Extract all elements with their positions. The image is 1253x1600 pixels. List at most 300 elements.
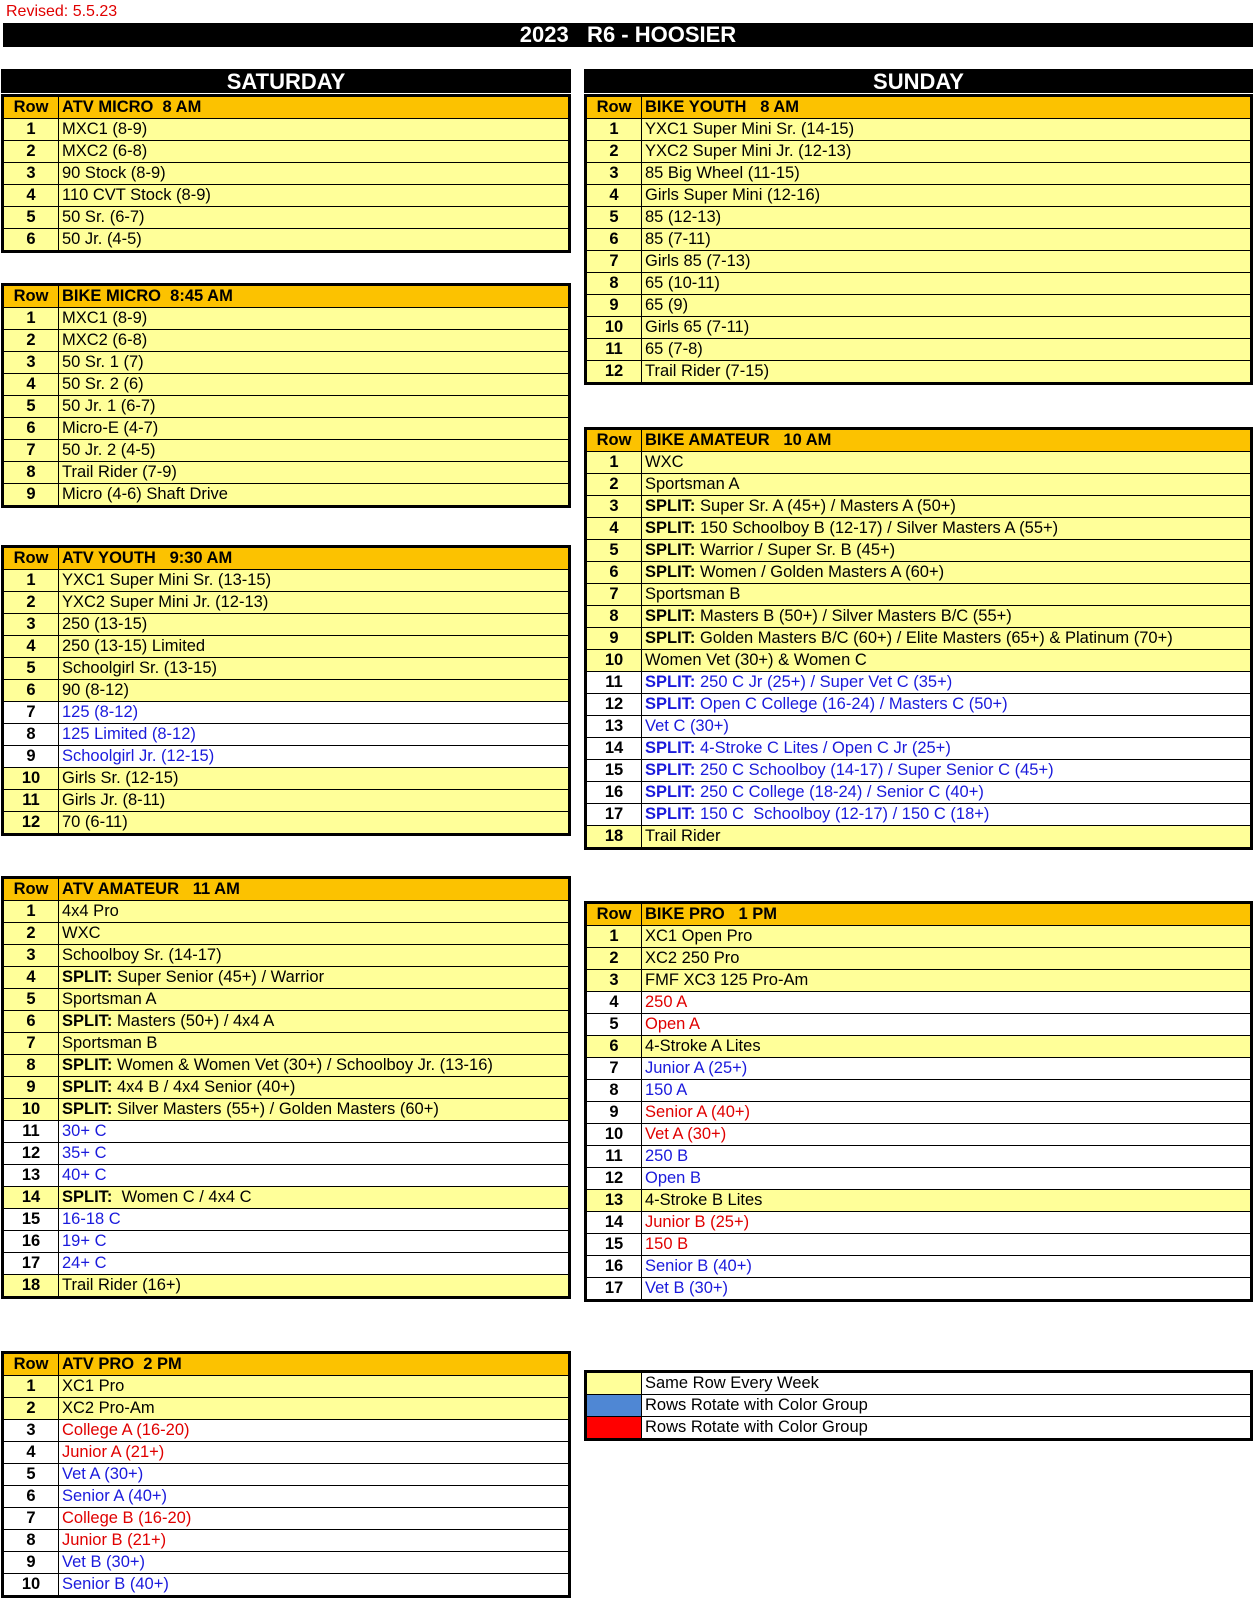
schedule-row [3,163,570,185]
schedule-row [586,207,1252,229]
schedule-row [586,119,1252,141]
schedule-row [586,452,1252,474]
split-label: SPLIT: [645,497,696,515]
class-name [642,1212,1252,1234]
schedule-row [3,119,570,141]
class-name [642,1102,1252,1124]
row-number: 13 [3,1165,59,1187]
saturday-section-4 [1,876,571,1299]
class-text: Junior B (25+) [645,1213,750,1231]
row-number: 12 [586,694,642,716]
class-name [59,1486,570,1508]
row-number: 8 [586,606,642,628]
class-text: College B (16-20) [62,1509,192,1527]
sunday-heading: SUNDAY [584,69,1253,93]
schedule-row [586,716,1252,738]
class-name [59,680,570,702]
class-text: 70 (6-11) [62,813,128,831]
class-name [642,970,1252,992]
split-label: SPLIT: [645,541,696,559]
class-name [642,804,1252,826]
row-number: 10 [3,768,59,790]
schedule-row [586,1014,1252,1036]
row-number: 1 [3,308,59,330]
row-column-header: Row [3,96,59,119]
class-name [59,396,570,418]
class-name [642,339,1252,361]
class-text: 150 Schoolboy B (12-17) / Silver Masters A (55+) [695,519,1059,537]
legend-row [586,1417,1252,1440]
legend-swatch [586,1417,642,1440]
class-text: 16-18 C [62,1210,121,1228]
schedule-row [3,1552,570,1574]
class-name [642,1234,1252,1256]
schedule-row [586,1212,1252,1234]
schedule-row [586,738,1252,760]
schedule-row [3,440,570,462]
class-name [59,592,570,614]
class-name [59,330,570,352]
split-label: SPLIT: [645,563,696,581]
class-text: YXC1 Super Mini Sr. (14-15) [645,120,855,138]
class-text: 24+ C [62,1254,107,1272]
class-name [642,1080,1252,1102]
row-number: 6 [3,680,59,702]
row-number: 5 [3,207,59,229]
class-text: 65 (10-11) [645,274,720,292]
row-number: 6 [3,229,59,252]
class-text: Silver Masters (55+) / Golden Masters (60+) [112,1100,439,1118]
class-text: 150 A [645,1081,688,1099]
class-text: Schoolgirl Jr. (12-15) [62,747,215,765]
split-label: SPLIT: [645,805,696,823]
schedule-row [3,1420,570,1442]
class-name [642,1146,1252,1168]
class-text: YXC2 Super Mini Jr. (12-13) [62,593,269,611]
class-name [642,1256,1252,1278]
schedule-row [586,1256,1252,1278]
class-name [59,989,570,1011]
row-column-header: Row [586,96,642,119]
class-name [642,317,1252,339]
schedule-row [3,1055,570,1077]
class-text: Girls 85 (7-13) [645,252,751,270]
class-name [59,374,570,396]
row-number: 2 [3,1398,59,1420]
schedule-row [3,1442,570,1464]
schedule-row [3,1033,570,1055]
schedule-row [3,484,570,507]
row-number: 5 [586,207,642,229]
class-text: WXC [62,924,101,942]
row-number: 9 [3,1552,59,1574]
class-name [59,1275,570,1298]
class-name [59,141,570,163]
class-name [59,1464,570,1486]
class-name [642,452,1252,474]
row-number: 9 [3,484,59,507]
schedule-row [3,1077,570,1099]
class-name [642,826,1252,849]
class-text: 110 CVT Stock (8-9) [62,186,211,204]
class-name [59,440,570,462]
section-header-row [3,285,570,308]
class-name [59,1376,570,1398]
split-label: SPLIT: [645,695,696,713]
class-text: 250 A [645,993,688,1011]
row-number: 6 [586,562,642,584]
row-number: 8 [3,462,59,484]
schedule-row [586,1234,1252,1256]
schedule-row [3,1530,570,1552]
class-text: 4-Stroke C Lites / Open C Jr (25+) [695,739,951,757]
class-name [642,782,1252,804]
schedule-row [3,923,570,945]
schedule-row [3,1121,570,1143]
section-header-row [3,878,570,901]
row-number: 12 [586,1168,642,1190]
schedule-row [586,229,1252,251]
split-label: SPLIT: [645,739,696,757]
class-text: 85 (12-13) [645,208,722,226]
schedule-row [586,606,1252,628]
class-name [642,1168,1252,1190]
section-header-row [586,96,1252,119]
class-name [642,1014,1252,1036]
class-text: 250 (13-15) Limited [62,637,206,655]
row-number: 1 [586,926,642,948]
class-name [59,1209,570,1231]
row-number: 11 [3,1121,59,1143]
class-name [59,945,570,967]
schedule-row [3,229,570,252]
row-number: 4 [3,636,59,658]
schedule-row [586,1080,1252,1102]
schedule-row [586,1146,1252,1168]
section-title: ATV MICRO 8 AM [59,96,570,119]
class-text: MXC2 (6-8) [62,331,148,349]
class-text: Women & Women Vet (30+) / Schoolboy Jr. (13-16) [112,1056,493,1074]
row-number: 4 [586,185,642,207]
row-number: 15 [586,760,642,782]
saturday-section-1 [1,94,571,253]
schedule-row [586,650,1252,672]
class-name [642,992,1252,1014]
row-number: 9 [586,628,642,650]
row-number: 5 [586,540,642,562]
row-number: 8 [3,1055,59,1077]
split-label: SPLIT: [645,761,696,779]
schedule-row [3,374,570,396]
schedule-row [3,967,570,989]
class-name [59,1055,570,1077]
row-column-header: Row [3,878,59,901]
class-name [642,273,1252,295]
class-name [642,738,1252,760]
row-column-header: Row [586,429,642,452]
row-number: 16 [586,1256,642,1278]
class-name [59,462,570,484]
row-number: 10 [586,1124,642,1146]
section-header-row [3,547,570,570]
schedule-row [586,760,1252,782]
schedule-row [586,317,1252,339]
schedule-row [3,901,570,923]
class-text: 40+ C [62,1166,107,1184]
class-text: Women / Golden Masters A (60+) [695,563,945,581]
class-name [59,724,570,746]
class-text: Super Senior (45+) / Warrior [112,968,325,986]
saturday-section-5 [1,1351,571,1598]
class-text: MXC1 (8-9) [62,120,148,138]
class-name [59,1253,570,1275]
row-column-header: Row [3,285,59,308]
class-text: Open C College (16-24) / Masters C (50+) [695,695,1008,713]
row-number: 3 [586,163,642,185]
schedule-row [586,295,1252,317]
section-header-row [3,1353,570,1376]
schedule-row [3,1275,570,1298]
class-text: 30+ C [62,1122,107,1140]
row-number: 4 [3,967,59,989]
class-text: Trail Rider (7-15) [645,362,770,380]
schedule-row [586,782,1252,804]
class-name [642,229,1252,251]
schedule-row [586,1124,1252,1146]
class-text: Open A [645,1015,701,1033]
schedule-row [586,562,1252,584]
class-name [59,484,570,507]
legend-text: Rows Rotate with Color Group [642,1417,1252,1440]
split-label: SPLIT: [645,783,696,801]
class-name [59,1574,570,1597]
class-text: Trail Rider (16+) [62,1276,182,1294]
class-name [642,251,1252,273]
class-text: 150 C Schoolboy (12-17) / 150 C (18+) [695,805,990,823]
schedule-row [3,636,570,658]
schedule-row [3,989,570,1011]
row-number: 9 [586,1102,642,1124]
class-text: 4x4 Pro [62,902,119,920]
row-number: 11 [586,1146,642,1168]
class-text: Vet A (30+) [62,1465,144,1483]
class-text: 50 Jr. 2 (4-5) [62,441,156,459]
class-text: 65 (9) [645,296,689,314]
class-name [642,540,1252,562]
class-name [642,518,1252,540]
class-name [59,614,570,636]
schedule-row [586,628,1252,650]
schedule-row [586,251,1252,273]
split-label: SPLIT: [62,1012,113,1030]
row-number: 8 [586,273,642,295]
schedule-row [3,141,570,163]
row-number: 2 [3,923,59,945]
class-text: Vet B (30+) [645,1279,729,1297]
schedule-row [3,1209,570,1231]
class-text: Super Sr. A (45+) / Masters A (50+) [695,497,956,515]
class-name [642,361,1252,384]
row-number: 17 [586,804,642,826]
section-title: BIKE MICRO 8:45 AM [59,285,570,308]
schedule-row [3,308,570,330]
schedule-row [3,207,570,229]
class-name [642,650,1252,672]
class-text: Vet A (30+) [645,1125,727,1143]
row-number: 1 [3,901,59,923]
schedule-row [3,462,570,484]
row-number: 4 [3,185,59,207]
class-text: 4x4 B / 4x4 Senior (40+) [112,1078,296,1096]
class-text: Sportsman B [645,585,741,603]
row-number: 1 [3,1376,59,1398]
row-number: 11 [586,339,642,361]
row-number: 7 [586,584,642,606]
row-column-header: Row [3,1353,59,1376]
row-number: 1 [586,119,642,141]
class-text: MXC1 (8-9) [62,309,148,327]
section-title: BIKE AMATEUR 10 AM [642,429,1252,452]
row-number: 3 [3,352,59,374]
class-name [59,901,570,923]
row-number: 5 [3,658,59,680]
row-number: 1 [586,452,642,474]
row-number: 3 [586,970,642,992]
row-number: 1 [3,119,59,141]
class-name [59,1121,570,1143]
split-label: SPLIT: [62,968,113,986]
sunday-section-3 [584,901,1253,1302]
row-number: 5 [3,989,59,1011]
legend-swatch [586,1372,642,1395]
class-name [59,1187,570,1209]
schedule-row [586,273,1252,295]
class-text: 250 B [645,1147,689,1165]
row-number: 17 [586,1278,642,1301]
schedule-row [3,1376,570,1398]
row-number: 9 [3,1077,59,1099]
schedule-row [586,1278,1252,1301]
schedule-row [3,680,570,702]
row-number: 7 [586,251,642,273]
class-text: Trail Rider (7-9) [62,463,177,481]
class-name [59,1231,570,1253]
class-name [642,716,1252,738]
row-number: 3 [3,614,59,636]
row-number: 7 [3,440,59,462]
schedule-row [586,141,1252,163]
class-name [642,1124,1252,1146]
class-name [642,207,1252,229]
section-title: ATV PRO 2 PM [59,1353,570,1376]
class-name [59,1508,570,1530]
class-text: 90 (8-12) [62,681,129,699]
class-text: 125 Limited (8-12) [62,725,196,743]
schedule-row [3,812,570,835]
split-label: SPLIT: [645,673,696,691]
split-label: SPLIT: [645,519,696,537]
schedule-row [3,945,570,967]
class-name [642,584,1252,606]
schedule-row [586,518,1252,540]
class-name [59,1165,570,1187]
row-number: 5 [586,1014,642,1036]
row-number: 15 [3,1209,59,1231]
row-number: 18 [3,1275,59,1298]
schedule-row [3,330,570,352]
schedule-row [586,1190,1252,1212]
class-text: 250 C Schoolboy (14-17) / Super Senior C (45+) [695,761,1054,779]
class-name [59,1442,570,1464]
schedule-row [3,1099,570,1121]
class-text: 65 (7-8) [645,340,703,358]
class-name [59,570,570,592]
class-text: 4-Stroke A Lites [645,1037,761,1055]
schedule-row [3,768,570,790]
schedule-row [586,826,1252,849]
row-number: 4 [3,374,59,396]
schedule-row [3,570,570,592]
class-text: Women Vet (30+) & Women C [645,651,867,669]
schedule-row [586,474,1252,496]
schedule-row [3,1231,570,1253]
row-number: 7 [3,1508,59,1530]
class-name [59,119,570,141]
class-text: WXC [645,453,684,471]
schedule-row [3,614,570,636]
class-name [59,636,570,658]
schedule-row [3,724,570,746]
schedule-row [586,185,1252,207]
row-number: 18 [586,826,642,849]
class-text: 250 C Jr (25+) / Super Vet C (35+) [695,673,953,691]
schedule-row [3,1253,570,1275]
schedule-row [586,1102,1252,1124]
class-name [59,1420,570,1442]
row-number: 7 [3,1033,59,1055]
class-text: Open B [645,1169,701,1187]
row-number: 3 [3,945,59,967]
class-name [59,352,570,374]
class-name [59,185,570,207]
schedule-row [3,1398,570,1420]
class-name [59,1011,570,1033]
class-text: XC2 Pro-Am [62,1399,155,1417]
schedule-row [3,1165,570,1187]
class-text: 35+ C [62,1144,107,1162]
class-text: 85 Big Wheel (11-15) [645,164,800,182]
section-title: ATV AMATEUR 11 AM [59,878,570,901]
schedule-row [3,352,570,374]
row-number: 16 [3,1231,59,1253]
class-text: 50 Jr. 1 (6-7) [62,397,156,415]
schedule-row [586,672,1252,694]
row-number: 13 [586,716,642,738]
row-number: 4 [586,992,642,1014]
schedule-row [586,540,1252,562]
schedule-row [586,339,1252,361]
class-text: Senior A (40+) [62,1487,168,1505]
legend-row [586,1395,1252,1417]
sunday-section-2 [584,427,1253,850]
row-number: 2 [586,141,642,163]
class-name [59,229,570,252]
class-name [59,1143,570,1165]
legend-text: Rows Rotate with Color Group [642,1395,1252,1417]
class-text: 150 B [645,1235,689,1253]
class-name [642,295,1252,317]
class-text: Girls Jr. (8-11) [62,791,166,809]
